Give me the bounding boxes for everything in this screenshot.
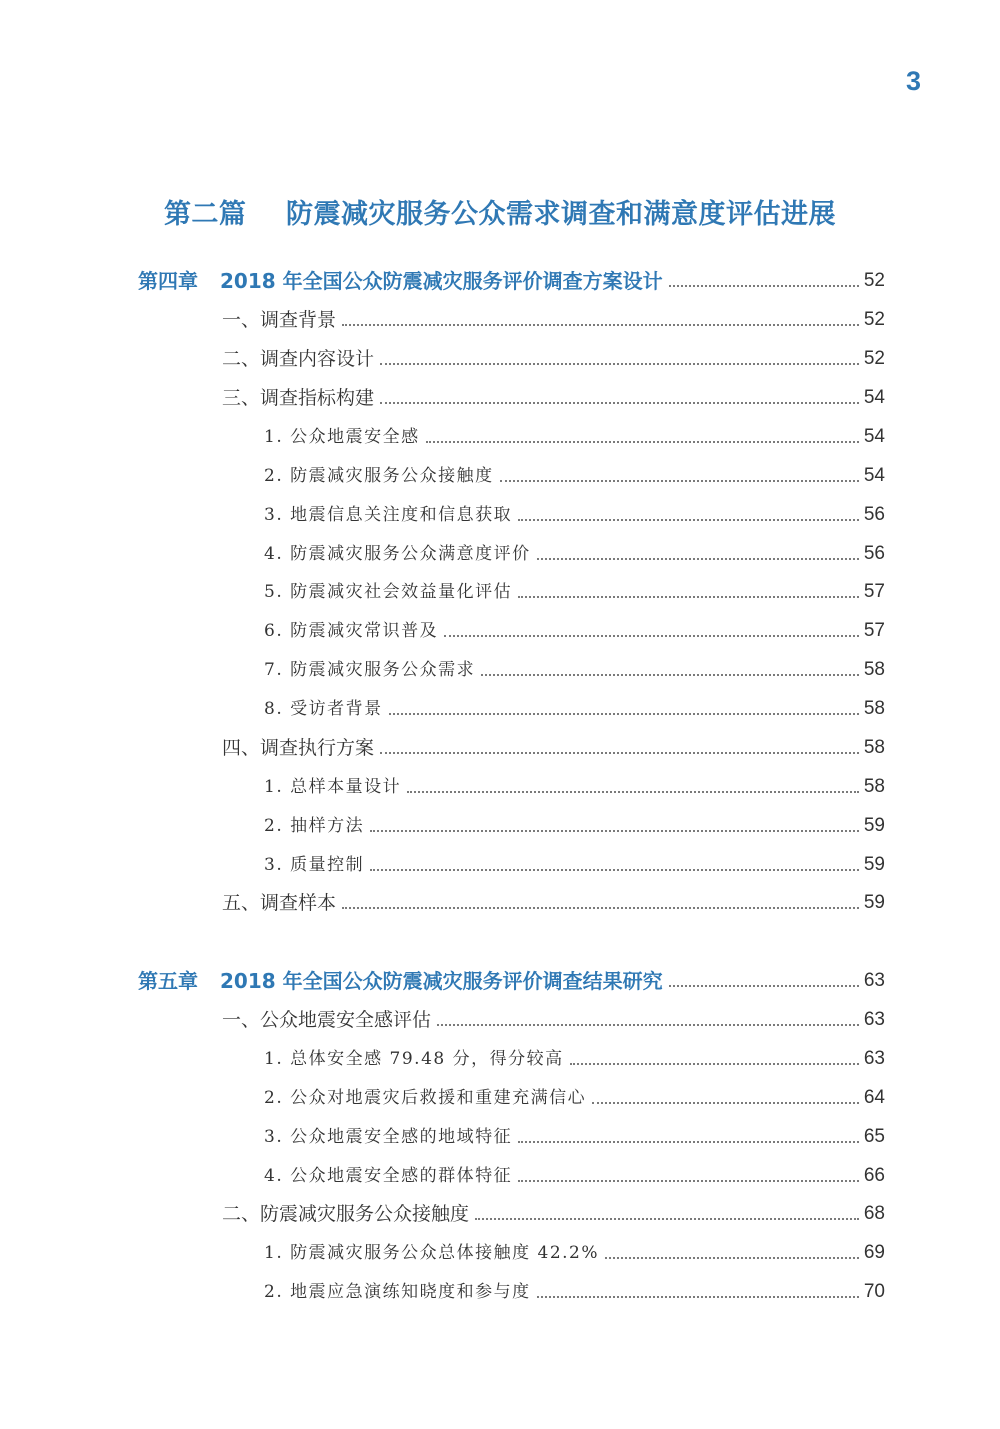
toc-subentry[interactable]	[264, 616, 885, 646]
page-ref: 54	[863, 387, 885, 408]
toc-subentry[interactable]	[264, 772, 885, 802]
entry-title: 二、防震减灾服务公众接触度	[222, 1203, 470, 1225]
page-ref: 54	[863, 465, 885, 486]
toc-subentry[interactable]	[264, 1122, 885, 1152]
toc-chapter-5[interactable]	[138, 966, 885, 996]
toc-entry[interactable]	[222, 888, 885, 918]
toc-subentry[interactable]	[264, 850, 885, 880]
page-ref: 66	[863, 1165, 885, 1186]
toc-chapter-4[interactable]	[138, 266, 885, 296]
chapter-number: 第四章	[138, 269, 198, 293]
dot-leader	[380, 402, 859, 404]
toc-subentry[interactable]	[264, 1238, 885, 1268]
dot-leader	[380, 752, 859, 754]
dot-leader	[518, 1180, 859, 1182]
page-ref: 52	[863, 348, 885, 369]
entry-title: 3. 地震信息关注度和信息获取	[264, 505, 513, 525]
toc-subentry[interactable]	[264, 422, 885, 452]
toc-entry[interactable]	[222, 1199, 885, 1229]
part-title: 第二篇 防震减灾服务公众需求调查和满意度评估进展	[163, 199, 837, 230]
page-ref: 56	[863, 504, 885, 525]
toc-entry[interactable]	[222, 344, 885, 374]
dot-leader	[437, 1024, 859, 1026]
toc-subentry[interactable]	[264, 500, 885, 530]
entry-title: 2. 抽样方法	[264, 816, 365, 836]
page-ref: 57	[863, 620, 885, 641]
dot-leader	[342, 324, 859, 326]
entry-title: 1. 总样本量设计	[264, 777, 402, 797]
dot-leader	[537, 558, 859, 560]
toc-subentry[interactable]	[264, 577, 885, 607]
dot-leader	[570, 1063, 859, 1065]
entry-title: 3. 公众地震安全感的地域特征	[264, 1127, 513, 1147]
toc-subentry[interactable]	[264, 694, 885, 724]
dot-leader	[342, 907, 859, 909]
dot-leader	[518, 519, 859, 521]
entry-title: 1. 防震减灾服务公众总体接触度 42.2%	[264, 1243, 600, 1263]
page-ref: 70	[863, 1281, 885, 1302]
entry-title: 6. 防震减灾常识普及	[264, 621, 439, 641]
page-ref: 64	[863, 1087, 885, 1108]
entry-title: 1. 公众地震安全感	[264, 427, 420, 447]
dot-leader	[518, 596, 859, 598]
toc-subentry[interactable]	[264, 1161, 885, 1191]
entry-title: 2. 公众对地震灾后救援和重建充满信心	[264, 1088, 587, 1108]
page-ref: 69	[863, 1242, 885, 1263]
page-ref: 63	[863, 1048, 885, 1069]
chapter-number: 第五章	[138, 969, 198, 993]
entry-title: 4. 防震减灾服务公众满意度评价	[264, 544, 531, 564]
dot-leader	[370, 830, 859, 832]
entry-title: 1. 总体安全感 79.48 分，得分较高	[264, 1049, 564, 1069]
page-ref: 59	[863, 854, 885, 875]
page-ref: 65	[863, 1126, 885, 1147]
entry-title: 4. 公众地震安全感的群体特征	[264, 1166, 513, 1186]
dot-leader	[370, 869, 859, 871]
toc-subentry[interactable]	[264, 539, 885, 569]
toc-subentry[interactable]	[264, 1277, 885, 1307]
chapter-title: 2018 年全国公众防震减灾服务评价调查结果研究	[220, 969, 663, 993]
toc-entry[interactable]	[222, 383, 885, 413]
dot-leader	[669, 285, 859, 287]
entry-title: 2. 防震减灾服务公众接触度	[264, 466, 494, 486]
page-ref: 58	[863, 737, 885, 758]
chapter-heading	[138, 966, 663, 996]
page-ref: 68	[863, 1203, 885, 1224]
toc-subentry[interactable]	[264, 811, 885, 841]
dot-leader	[380, 363, 859, 365]
page-ref: 56	[863, 543, 885, 564]
toc-entry[interactable]	[222, 1005, 885, 1035]
toc-subentry[interactable]	[264, 655, 885, 685]
dot-leader	[481, 674, 859, 676]
toc-subentry[interactable]	[264, 1044, 885, 1074]
entry-title: 五、调查样本	[222, 892, 337, 914]
toc-entry[interactable]	[222, 305, 885, 335]
entry-title: 7. 防震减灾服务公众需求	[264, 660, 476, 680]
page-ref: 58	[863, 659, 885, 680]
entry-title: 3. 质量控制	[264, 855, 365, 875]
dot-leader	[407, 791, 859, 793]
page-ref: 54	[863, 426, 885, 447]
page-ref: 63	[863, 970, 885, 991]
page-ref: 59	[863, 815, 885, 836]
dot-leader	[426, 441, 859, 443]
toc-subentry[interactable]	[264, 461, 885, 491]
entry-title: 一、调查背景	[222, 309, 337, 331]
entry-title: 8. 受访者背景	[264, 699, 383, 719]
page-number: 3	[906, 66, 922, 96]
dot-leader	[475, 1218, 859, 1220]
dot-leader	[500, 480, 859, 482]
dot-leader	[444, 635, 859, 637]
page-ref: 59	[863, 892, 885, 913]
page-ref: 58	[863, 776, 885, 797]
dot-leader	[592, 1102, 859, 1104]
page-ref: 52	[863, 270, 885, 291]
dot-leader	[537, 1296, 859, 1298]
dot-leader	[605, 1257, 859, 1259]
dot-leader	[518, 1141, 859, 1143]
entry-title: 2. 地震应急演练知晓度和参与度	[264, 1282, 531, 1302]
entry-title: 二、调查内容设计	[222, 348, 375, 370]
page-ref: 63	[863, 1009, 885, 1030]
page-ref: 52	[863, 309, 885, 330]
page-ref: 58	[863, 698, 885, 719]
entry-title: 四、调查执行方案	[222, 737, 375, 759]
entry-title: 三、调查指标构建	[222, 387, 375, 409]
entry-title: 一、公众地震安全感评估	[222, 1009, 432, 1031]
chapter-heading	[138, 266, 663, 296]
toc-subentry[interactable]	[264, 1083, 885, 1113]
entry-title: 5. 防震减灾社会效益量化评估	[264, 582, 513, 602]
toc-entry[interactable]	[222, 733, 885, 763]
dot-leader	[389, 713, 859, 715]
page-ref: 57	[863, 581, 885, 602]
dot-leader	[669, 985, 859, 987]
chapter-title: 2018 年全国公众防震减灾服务评价调查方案设计	[220, 269, 663, 293]
